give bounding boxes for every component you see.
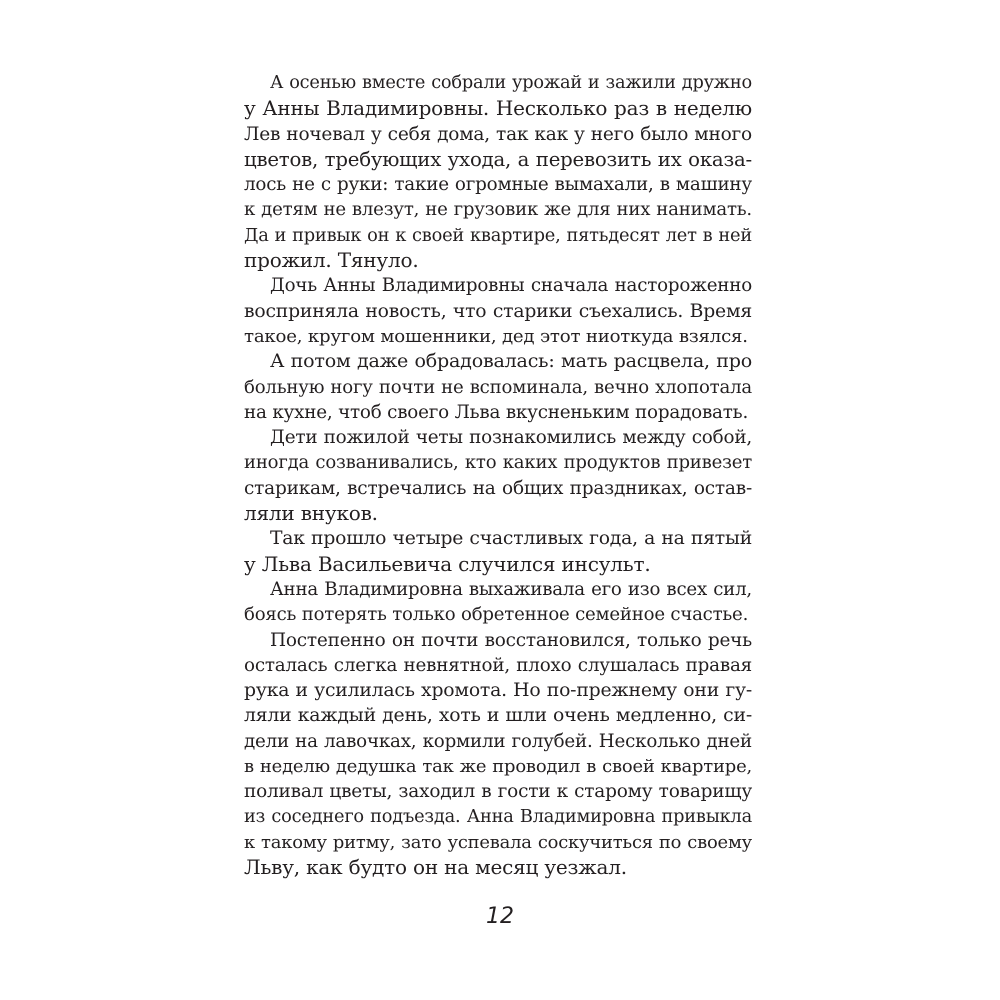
text-line: лось не с руки: такие огромные вымахали, в машину (244, 174, 752, 196)
text-line: Лев ночевал у себя дома, так как у него было много (244, 123, 752, 145)
text-line: Анна Владимировна выхаживала его изо всех сил, (270, 578, 752, 600)
text-line: прожил. Тянуло. (244, 248, 419, 273)
text-line: к детям не влезут, не грузовик же для них нанимать. (244, 199, 752, 221)
text-line: восприняла новость, что старики съехались. Время (244, 300, 752, 322)
text-line: Дети пожилой четы познакомились между собой, (270, 427, 752, 449)
text-line: из соседнего подъезда. Анна Владимировна привыкла (244, 806, 752, 827)
text-line: иногда созванивались, кто каких продуктов привезет (244, 452, 752, 474)
text-line: такое, кругом мошенники, дед этот ниоткуда взялся. (244, 325, 748, 347)
text-line: старикам, встречались на общих праздниках, остав- (244, 477, 752, 499)
text-line: ляли каждый день, хоть и шли очень медленно, си- (244, 705, 752, 727)
body-text (244, 71, 752, 881)
text-line: Льву, как будто он на месяц уезжал. (244, 855, 627, 880)
text-line: у Анны Владимировны. Несколько раз в неделю (244, 96, 752, 121)
text-line: к такому ритму, зато успевала соскучиться по своему (244, 831, 752, 853)
text-line: больную ногу почти не вспоминала, вечно хлопотала (244, 376, 752, 398)
text-line: боясь потерять только обретенное семейное счастье. (244, 604, 749, 626)
text-line: на кухне, чтоб своего Льва вкусненьким порадовать. (244, 401, 749, 423)
page-number: 12 (486, 904, 514, 929)
text-line: Так прошло четыре счастливых года, а на пятый (270, 528, 752, 550)
text-line: дели на лавочках, кормили голубей. Несколько дней (244, 730, 752, 752)
text-line: в неделю дедушка так же проводил в своей квартире, (244, 756, 752, 778)
text-line: цветов, требующих ухода, а перевозить их оказа- (244, 147, 752, 171)
text-line: Дочь Анны Владимировны сначала настороженно (270, 275, 752, 297)
text-line: ляли внуков. (244, 501, 378, 526)
text-line: рука и усилилась хромота. Но по-прежнему они гу- (244, 680, 752, 702)
text-line: осталась слегка невнятной, плохо слушалась правая (244, 654, 752, 676)
text-line: Да и привык он к своей квартире, пятьдесят лет в ней (244, 224, 752, 246)
text-line: поливал цветы, заходил в гости к старому товарищу (244, 781, 752, 803)
text-line: у Льва Васильевича случился инсульт. (244, 551, 651, 576)
text-line: А осенью вместе собрали урожай и зажили дружно (270, 73, 752, 93)
text-line: А потом даже обрадовалась: мать расцвела, про (270, 350, 752, 373)
text-line: Постепенно он почти восстановился, только речь (270, 629, 752, 651)
